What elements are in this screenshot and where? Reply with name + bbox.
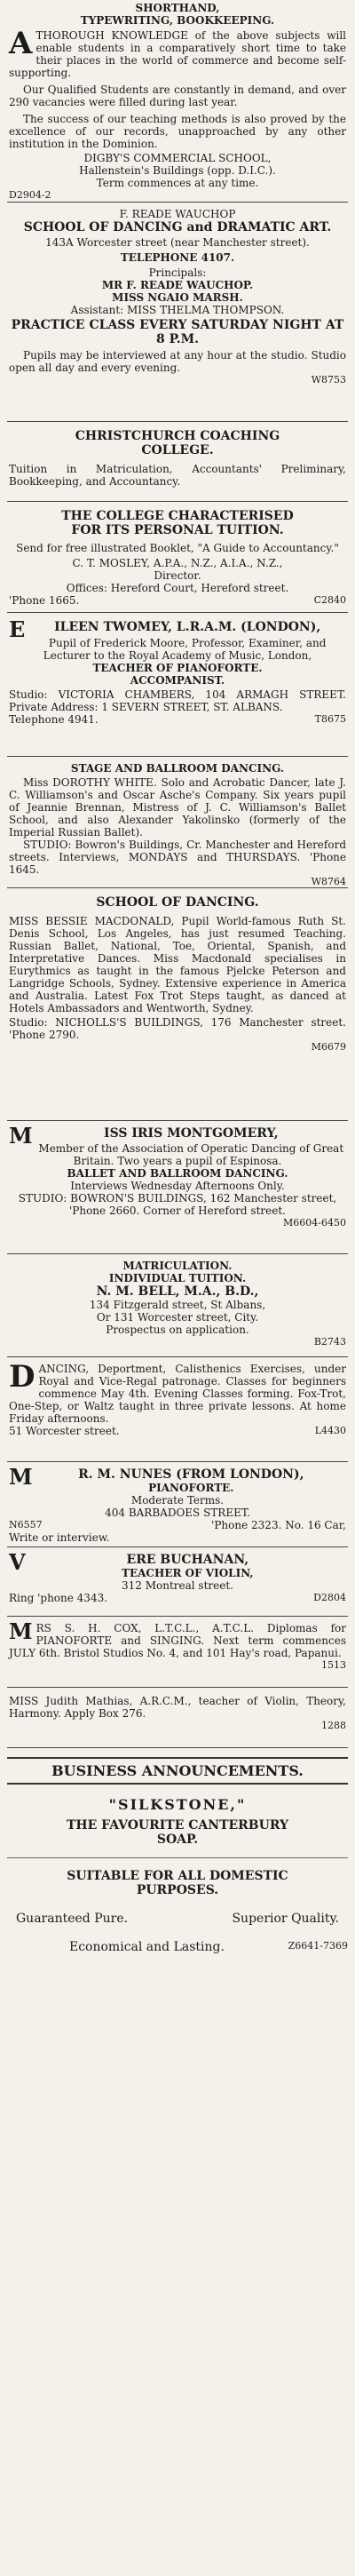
- ad-nm-bell-matriculation: [7, 1254, 348, 1357]
- subject: PIANOFORTE.: [148, 1482, 234, 1494]
- address: 134 Fitzgerald street, St Albans,: [89, 1299, 266, 1311]
- ad-title: THE COLLEGE CHARACTERISED: [61, 509, 294, 523]
- school-name: DIGBY'S COMMERCIAL SCHOOL,: [83, 152, 272, 164]
- ad-ref: C2840: [313, 594, 346, 606]
- claim: Economical and Lasting.: [69, 1940, 225, 1954]
- school-address: 143A Worcester street (near Manchester street).: [45, 236, 310, 249]
- studio-address: Studio: NICHOLLS'S BUILDINGS, 176 Manchester street. 'Phone 2790.: [9, 1016, 346, 1041]
- phone: 'Phone 2323. No. 16 Car,: [211, 1519, 346, 1531]
- phone: 'Phone 1665.: [9, 594, 80, 607]
- ad-ref: T8675: [314, 713, 346, 725]
- ad-body: The success of our teaching methods is also proved by the excellence of our records, unapproached by any other institution in the Dominion.: [9, 113, 346, 150]
- ad-title: F. READE WAUCHOP: [119, 208, 236, 220]
- school-address: Hallenstein's Buildings (opp. D.I.C.).: [79, 164, 276, 177]
- prospectus: Prospectus on application.: [106, 1324, 249, 1336]
- ad-title: STAGE AND BALLROOM DANCING.: [70, 762, 285, 775]
- ad-body: MISS Judith Mathias, A.R.C.M., teacher of Violin, Theory, Harmony. Apply Box 276.: [9, 1695, 346, 1720]
- ad-ref: W8753: [311, 374, 346, 386]
- principal: MR F. READE WAUCHOP.: [101, 279, 254, 291]
- ad-footer: [7, 1940, 348, 1954]
- ad-title: INDIVIDUAL TUITION.: [108, 1272, 247, 1284]
- tagline: SOAP.: [156, 1833, 199, 1847]
- assistant: Assistant: MISS THELMA THOMPSON.: [70, 304, 285, 316]
- subject: TEACHER OF PIANOFORTE.: [92, 662, 263, 674]
- practice-class: PRACTICE CLASS EVERY SATURDAY NIGHT AT 8 P.M.: [11, 318, 344, 346]
- ad-vere-buchanan: [7, 1547, 348, 1617]
- ad-ref: N6557: [9, 1519, 43, 1530]
- ad-body: DANCING, Deportment, Calisthenics Exercises, under Royal and Vice-Regal patronage. Classes for beginners commence May 4th. Evening Classes forming. Fox-Trot, One-Step, or Waltz taught in three private lessons. At home Friday afternoons.: [9, 1359, 346, 1425]
- phone: Telephone 4941.: [9, 713, 99, 726]
- ad-body: Tuition in Matriculation, Accountants' Preliminary, Bookkeeping, and Accountancy.: [9, 463, 346, 488]
- ad-heading: SHORTHAND,: [135, 2, 220, 14]
- teacher-name: V ERE BUCHANAN,: [9, 1549, 249, 1575]
- principals-label: Principals:: [148, 266, 207, 279]
- ad-footer: [9, 1592, 346, 1604]
- drop-initial: M: [9, 1618, 33, 1644]
- ad-ref: Z6641-7369: [288, 1940, 348, 1952]
- director-title: Director.: [154, 569, 201, 582]
- address: 312 Montreal street.: [122, 1579, 233, 1592]
- ad-ref: 1513: [321, 1659, 346, 1671]
- ad-body: ATHOROUGH KNOWLEDGE of the above subjects will enable students in a comparatively short time to take their places in the world of commerce and become self-supporting.: [9, 26, 346, 79]
- ad-body: MISS BESSIE MACDONALD, Pupil World-famous Ruth St. Denis School, Los Angeles, has just resumed Teaching. Russian Ballet, National, Toe, Oriental, Spanish, and Interpretative Dances. Miss Macdonald specialises in Eurythmics as taught in the famous Pjelcke Peterson and Langridge Schools, Sydney. Extensive experience in America and Australia. Latest Fox Trot Steps taught, as danced at Hotels Ambassadors and Wentworth, Sydney.: [9, 915, 346, 1014]
- claim: Superior Quality.: [232, 1912, 339, 1926]
- subheading: SUITABLE FOR ALL DOMESTIC: [67, 1869, 288, 1883]
- ad-dancing-calisthenics: [7, 1357, 348, 1462]
- ad-ref: B2743: [313, 1336, 346, 1348]
- studio-address: STUDIO: Bowron's Buildings, Cr. Manchester and Hereford streets. Interviews, MONDAYS and THURSDAYS. 'Phone 1645.: [9, 839, 346, 876]
- ad-body: Miss DOROTHY WHITE. Solo and Acrobatic Dancer, late J. C. Williamson's and Oscar Asche's Company. Six years pupil of Jeannie Brennan, Mistress of J. C. Williamson's Ballet School, and also Alexander Yakolinsko (formerly of the Imperial Russian Ballet).: [9, 776, 346, 839]
- ad-ref: W8764: [311, 876, 346, 887]
- ad-christchurch-coaching-college: [7, 422, 348, 502]
- ad-mrs-cox: [7, 1617, 348, 1688]
- director-name: C. T. MOSLEY, A.P.A., N.Z., A.I.A., N.Z.,: [72, 557, 283, 569]
- divider: [7, 1857, 348, 1858]
- ad-wauchop-school-of-dancing: [7, 203, 348, 422]
- subject: ACCOMPANIST.: [130, 674, 225, 687]
- ad-ref: D2904-2: [9, 189, 51, 201]
- terms: Moderate Terms.: [130, 1494, 225, 1507]
- ad-title: FOR ITS PERSONAL TUITION.: [71, 523, 284, 537]
- ad-footer: [9, 713, 346, 726]
- tagline: THE FAVOURITE CANTERBURY: [66, 1818, 289, 1833]
- ad-digby-commercial-school: [7, 0, 348, 203]
- ad-ref: D2804: [313, 1592, 346, 1603]
- teacher-name: M R. M. NUNES (FROM LONDON),: [9, 1464, 304, 1490]
- write-note: Write or interview.: [9, 1531, 110, 1544]
- studio-address: STUDIO: BOWRON'S BUILDINGS, 162 Manchester street,: [18, 1192, 337, 1205]
- term-note: Term commences at any time.: [96, 177, 259, 189]
- subject: TEACHER OF VIOLIN,: [122, 1567, 254, 1579]
- address: 51 Worcester street.: [9, 1425, 120, 1437]
- ad-ref: L4430: [314, 1425, 346, 1436]
- ad-title: SCHOOL OF DANCING and DRAMATIC ART.: [23, 220, 332, 235]
- drop-initial: D: [9, 1359, 36, 1395]
- claims-row: [7, 1912, 348, 1926]
- phone: Ring 'phone 4343.: [9, 1592, 108, 1604]
- ad-title: MATRICULATION.: [122, 1260, 233, 1272]
- ad-title: SCHOOL OF DANCING.: [96, 895, 259, 910]
- booklet-offer: Send for free illustrated Booklet, "A Guide to Accountancy.": [16, 542, 339, 554]
- drop-initial: E: [9, 616, 26, 642]
- ad-iris-montgomery: [7, 1121, 348, 1254]
- drop-initial: A: [9, 26, 33, 61]
- ad-ref: M6679: [311, 1041, 346, 1053]
- ad-footer: [9, 594, 346, 607]
- subject: BALLET AND BALLROOM DANCING.: [67, 1167, 288, 1180]
- address: 404 BARBADOES STREET.: [105, 1507, 250, 1519]
- ad-body: Our Qualified Students are constantly in demand, and over 290 vacancies were filled during last year.: [9, 83, 346, 108]
- ad-footer: [9, 1425, 346, 1437]
- ad-mosley-college: [7, 502, 348, 613]
- ad-body: Pupil of Frederick Moore, Professor, Examiner, and Lecturer to the Royal Academy of Music, London,: [43, 637, 327, 662]
- ad-body: MRS S. H. COX, L.T.C.L., A.T.C.L. Diplomas for PIANOFORTE and SINGING. Next term commences JULY 6th. Bristol Studios No. 4, and 101 Hay's road, Papanui.: [9, 1618, 346, 1659]
- ad-judith-mathias: [7, 1688, 348, 1748]
- ad-footer: [9, 1519, 346, 1531]
- ad-ref: M6604-6450: [283, 1217, 346, 1228]
- tutor-name: N. M. BELL, M.A., B.D.,: [96, 1284, 259, 1299]
- phone: TELEPHONE 4107.: [120, 251, 235, 264]
- interviews: Interviews Wednesday Afternoons Only.: [70, 1180, 285, 1192]
- section-heading: BUSINESS ANNOUNCEMENTS.: [7, 1757, 348, 1785]
- teacher-name: M ISS IRIS MONTGOMERY,: [9, 1123, 279, 1149]
- ad-dorothy-white: [7, 757, 348, 888]
- drop-initial: M: [9, 1123, 33, 1149]
- ad-body: Member of the Association of Operatic Dancing of Great Britain. Two years a pupil of Espinosa.: [38, 1142, 344, 1167]
- ad-bessie-macdonald: [7, 888, 348, 1121]
- studio-address: Studio: VICTORIA CHAMBERS, 104 ARMAGH STREET. Private Address: 1 SEVERN STREET, ST. ALBANS.: [9, 688, 346, 713]
- ad-ref: 1288: [321, 1720, 346, 1731]
- drop-initial: M: [9, 1464, 33, 1490]
- ad-silkstone-soap: [7, 1787, 348, 1992]
- teacher-name: E ILEEN TWOMEY, L.R.A.M. (LONDON),: [9, 616, 321, 642]
- principal: MISS NGAIO MARSH.: [112, 291, 243, 304]
- ad-heading: TYPEWRITING, BOOKKEEPING.: [80, 14, 275, 27]
- drop-initial: V: [9, 1549, 26, 1575]
- address: Or 131 Worcester street, City.: [96, 1311, 259, 1324]
- ad-title: COLLEGE.: [141, 443, 214, 457]
- section-heading-business: [7, 1748, 348, 1787]
- claim: Guaranteed Pure.: [16, 1912, 129, 1926]
- subheading: PURPOSES.: [136, 1883, 219, 1897]
- offices: Offices: Hereford Court, Hereford street.: [66, 582, 289, 594]
- ad-m-nunes: [7, 1462, 348, 1547]
- ad-eileen-twomey: [7, 613, 348, 757]
- phone: 'Phone 2660. Corner of Hereford street.: [68, 1205, 286, 1217]
- product-name: "SILKSTONE,": [108, 1796, 247, 1813]
- ad-body: Pupils may be interviewed at any hour at the studio. Studio open all day and every evening.: [9, 349, 346, 374]
- ad-title: CHRISTCHURCH COACHING: [75, 429, 280, 443]
